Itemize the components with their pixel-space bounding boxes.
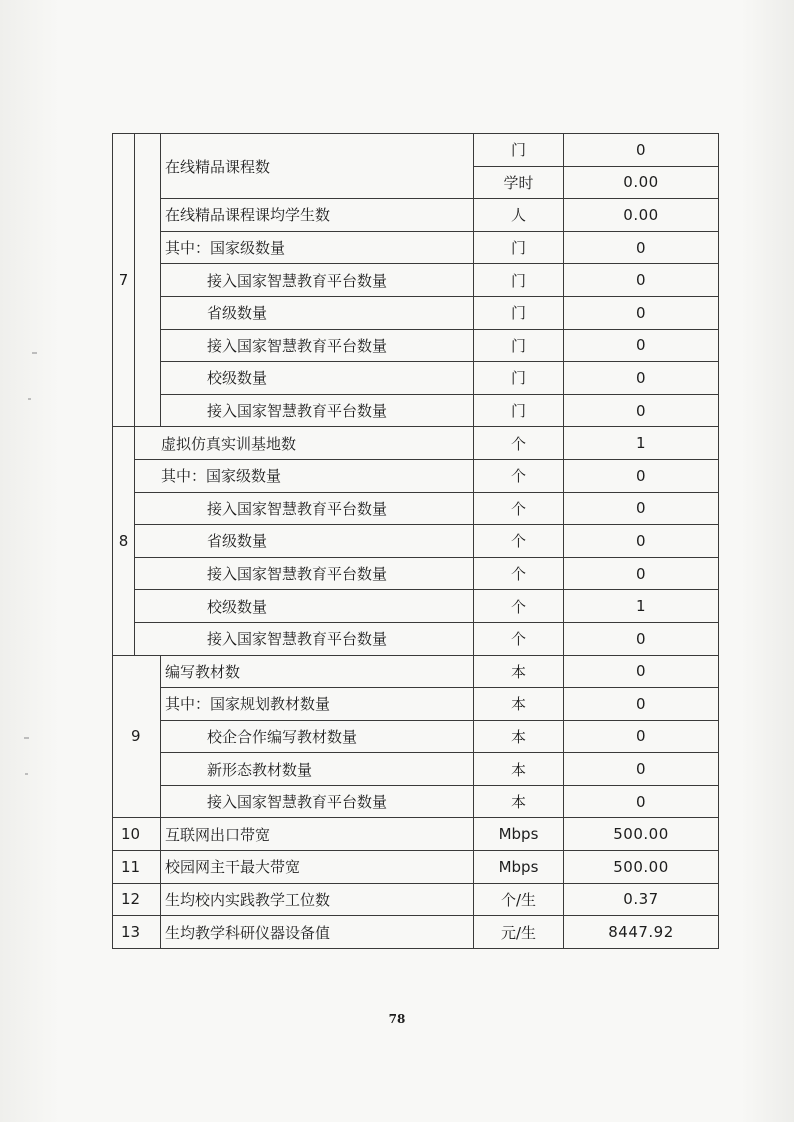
table-row — [113, 199, 719, 232]
unit-cell: Mbps — [474, 818, 564, 851]
value-cell: 0.00 — [564, 199, 719, 232]
row-number: 8 — [113, 427, 135, 655]
unit-cell: Mbps — [474, 851, 564, 884]
item-label: 接入国家智慧教育平台数量 — [161, 785, 474, 818]
value-cell: 0 — [564, 785, 719, 818]
unit-cell: 个 — [474, 427, 564, 460]
page-number: 78 — [388, 1012, 406, 1026]
unit-cell: 本 — [474, 753, 564, 786]
item-label: 其中：国家级数量 — [135, 459, 474, 492]
table-row — [113, 883, 719, 916]
value-cell: 0 — [564, 362, 719, 395]
item-label: 校企合作编写教材数量 — [161, 720, 474, 753]
row-number: 11 — [113, 851, 161, 884]
table-row — [113, 688, 719, 721]
table-row — [113, 329, 719, 362]
table-row — [113, 459, 719, 492]
statistics-table — [112, 133, 718, 949]
unit-cell: 个 — [474, 525, 564, 558]
unit-cell: 学时 — [474, 166, 564, 199]
value-cell: 0 — [564, 688, 719, 721]
unit-cell: 个 — [474, 590, 564, 623]
row-number: 13 — [113, 916, 161, 949]
value-cell: 0 — [564, 557, 719, 590]
table-row — [113, 134, 719, 167]
item-label: 在线精品课程数 — [161, 134, 474, 199]
item-label: 在线精品课程课均学生数 — [161, 199, 474, 232]
value-cell: 0 — [564, 720, 719, 753]
table-row — [113, 525, 719, 558]
unit-cell: 门 — [474, 329, 564, 362]
item-label: 接入国家智慧教育平台数量 — [135, 557, 474, 590]
value-cell: 0 — [564, 231, 719, 264]
table-row — [113, 818, 719, 851]
value-cell: 0 — [564, 753, 719, 786]
table-row — [113, 753, 719, 786]
item-label: 省级数量 — [135, 525, 474, 558]
item-label: 其中：国家级数量 — [161, 231, 474, 264]
item-label: 编写教材数 — [161, 655, 474, 688]
table-row — [113, 362, 719, 395]
value-cell: 0 — [564, 525, 719, 558]
item-label: 接入国家智慧教育平台数量 — [161, 394, 474, 427]
value-cell: 0 — [564, 492, 719, 525]
table-row — [113, 231, 719, 264]
value-cell: 0.00 — [564, 166, 719, 199]
table-row — [113, 622, 719, 655]
value-cell: 500.00 — [564, 851, 719, 884]
value-cell: 0 — [564, 459, 719, 492]
item-label: 其中：国家规划教材数量 — [161, 688, 474, 721]
table-row — [113, 427, 719, 460]
unit-cell: 个/生 — [474, 883, 564, 916]
value-cell: 0 — [564, 655, 719, 688]
unit-cell: 个 — [474, 622, 564, 655]
value-cell: 1 — [564, 590, 719, 623]
table-row — [113, 720, 719, 753]
unit-cell: 门 — [474, 394, 564, 427]
table-row — [113, 296, 719, 329]
item-label: 接入国家智慧教育平台数量 — [135, 492, 474, 525]
row-number: 7 — [113, 134, 135, 427]
unit-cell: 个 — [474, 492, 564, 525]
unit-cell: 门 — [474, 134, 564, 167]
unit-cell: 门 — [474, 264, 564, 297]
value-cell: 0.37 — [564, 883, 719, 916]
unit-cell: 门 — [474, 231, 564, 264]
table-row — [113, 851, 719, 884]
unit-cell: 本 — [474, 720, 564, 753]
table-row — [113, 492, 719, 525]
unit-cell: 本 — [474, 688, 564, 721]
row-number: 9 — [113, 655, 161, 818]
table-row — [113, 264, 719, 297]
table-row — [113, 785, 719, 818]
table-row — [113, 590, 719, 623]
value-cell: 0 — [564, 394, 719, 427]
item-label: 省级数量 — [161, 296, 474, 329]
unit-cell: 本 — [474, 785, 564, 818]
item-label: 校级数量 — [161, 362, 474, 395]
value-cell: 0 — [564, 329, 719, 362]
unit-cell: 个 — [474, 459, 564, 492]
table-row — [113, 916, 719, 949]
unit-cell: 门 — [474, 362, 564, 395]
unit-cell: 本 — [474, 655, 564, 688]
value-cell: 0 — [564, 622, 719, 655]
table-row — [113, 557, 719, 590]
item-label: 接入国家智慧教育平台数量 — [135, 622, 474, 655]
unit-cell: 门 — [474, 296, 564, 329]
value-cell: 0 — [564, 134, 719, 167]
unit-cell: 个 — [474, 557, 564, 590]
value-cell: 0 — [564, 264, 719, 297]
item-label: 生均校内实践教学工位数 — [161, 883, 474, 916]
value-cell: 1 — [564, 427, 719, 460]
item-label: 新形态教材数量 — [161, 753, 474, 786]
item-label: 校级数量 — [135, 590, 474, 623]
item-label: 接入国家智慧教育平台数量 — [161, 264, 474, 297]
table-row — [113, 394, 719, 427]
unit-cell: 元/生 — [474, 916, 564, 949]
table-row — [113, 655, 719, 688]
value-cell: 500.00 — [564, 818, 719, 851]
value-cell: 0 — [564, 296, 719, 329]
item-label: 接入国家智慧教育平台数量 — [161, 329, 474, 362]
row-number: 12 — [113, 883, 161, 916]
value-cell: 8447.92 — [564, 916, 719, 949]
item-label: 互联网出口带宽 — [161, 818, 474, 851]
unit-cell: 人 — [474, 199, 564, 232]
item-label: 校园网主干最大带宽 — [161, 851, 474, 884]
item-label: 生均教学科研仪器设备值 — [161, 916, 474, 949]
item-label: 虚拟仿真实训基地数 — [135, 427, 474, 460]
row-number: 10 — [113, 818, 161, 851]
